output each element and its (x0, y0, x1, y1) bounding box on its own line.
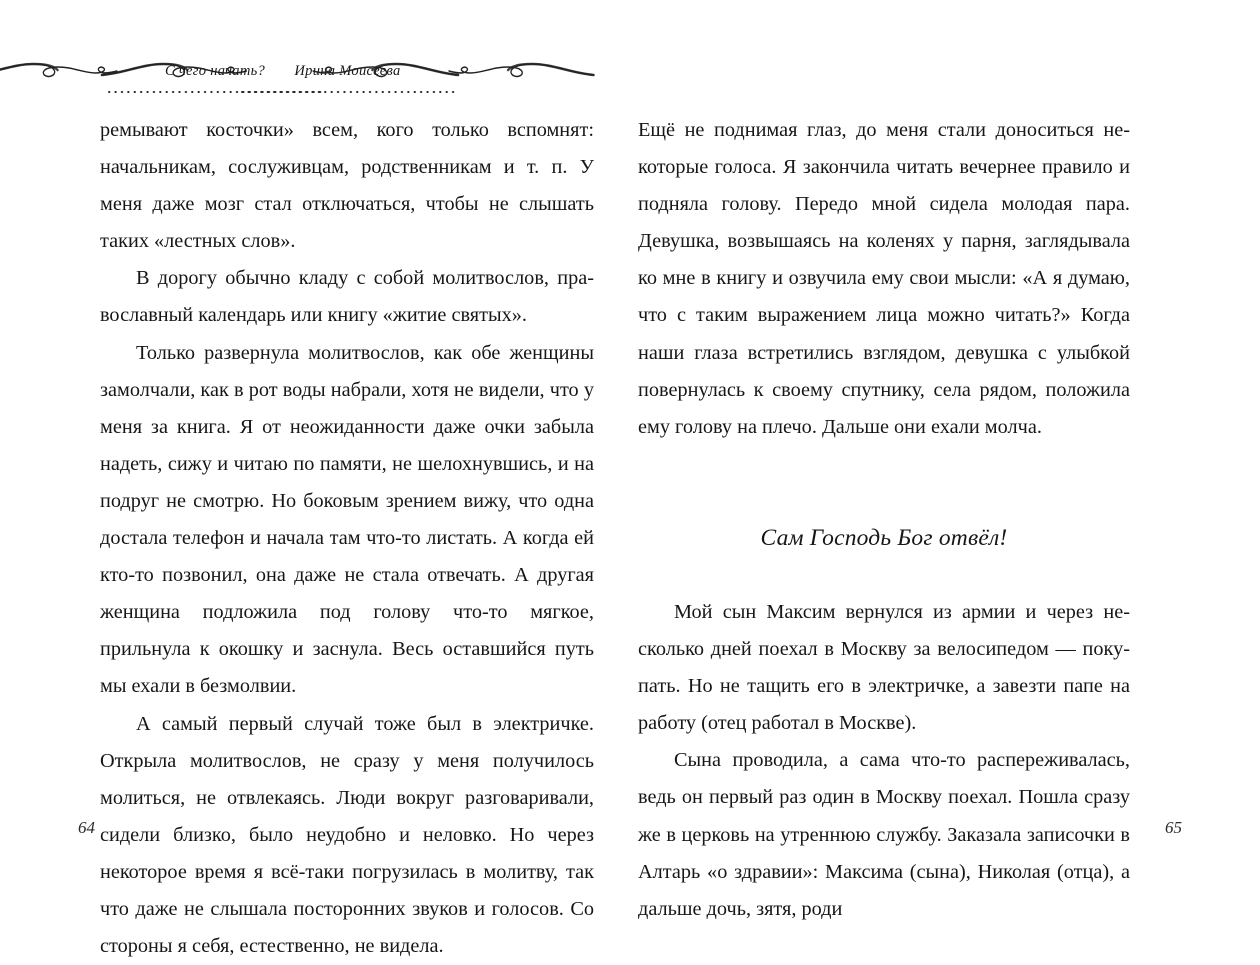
dotted-rule-icon (106, 85, 324, 93)
right-page-running-head (0, 58, 460, 104)
swash-flourish-left-icon (0, 58, 147, 84)
paragraph: Ещё не поднимая глаз, до меня стали доноситься некоторые голоса. Я закончила читать вечернее правило и подняла голову. Передо мной сидела молодая пара. Девушка, возвышаясь на коленях у парня, заглядывала ко мне в книгу и озвучила ему свои мысли: «А я думаю, что с таким выражением лица можно читать?» Когда наши глаза встретились взглядом, девушка с улыбкой повернулась к своему спутнику, села рядом, положила ему голову на плечо. Дальше они ехали молча. (638, 112, 1130, 446)
paragraph: Мой сын Максим вернулся из армии и через несколько дней поехал в Москву за велосипедом — покупать. Но не тащить его в электричке, а завезти папе на работу (отец работал в Москве). (638, 594, 1130, 742)
left-page (0, 0, 630, 882)
left-page-folio: 64 (78, 818, 95, 838)
right-page-text-column (638, 112, 1130, 928)
right-page (630, 0, 1260, 882)
paragraph: ремывают косточки» всем, кого только вспомнят: начальникам, сослуживцам, родственникам и т. п. У меня даже мозг стал отключаться, чтобы не слышать таких «лестных слов». (100, 112, 594, 260)
running-head-title: Ирина Моисеева (276, 63, 418, 80)
section-title-spacer-bottom (638, 557, 1130, 594)
section-title-spacer-top (638, 446, 1130, 520)
paragraph: В дорогу обычно кладу с собой молитвослов, православный календарь или книгу «житие святых». (100, 260, 594, 334)
running-head-title: С чего начать? (147, 63, 283, 80)
paragraph: Только развернула молитвослов, как обе женщины замолчали, как в рот воды набрали, хотя не видели, что у меня за книга. Я от неожиданности даже очки забыла надеть, сижу и читаю по памяти, не шелохнувшись, и на подруг не смотрю. Но боковым зрением вижу, что одна достала телефон и начала там что-то листать. А когда ей кто-то позвонил, она даже не стала отвечать. А другая женщина подложила под голову что-то мягкое, прильнула к окошку и заснула. Весь оставшийся путь мы ехали в безмолвии. (100, 335, 594, 706)
right-page-folio: 65 (1165, 818, 1182, 838)
paragraph: Сына проводила, а сама что-то распереживалась, ведь он первый раз один в Москву поехал. Пошла сразу же в церковь на утреннюю службу. Заказала записочки в Алтарь «о здравии»: Максима (сына), Николая (отца), а дальше дочь, зятя, роди (638, 742, 1130, 927)
section-title: Сам Господь Бог отвёл! (638, 520, 1130, 557)
left-page-text-column (100, 112, 594, 965)
swash-flourish-right-icon (283, 58, 460, 84)
paragraph: А самый первый случай тоже был в электричке. Открыла молитвослов, не сразу у меня получилось молиться, не отвлекаясь. Люди вокруг разговаривали, сидели близко, было неудобно и неловко. Но через некоторое время я всё-таки погрузилась в молитву, так что даже не слышала посторонних звуков и голосов. Со стороны я себя, естественно, не видела. (100, 706, 594, 965)
running-head-row (0, 58, 460, 84)
